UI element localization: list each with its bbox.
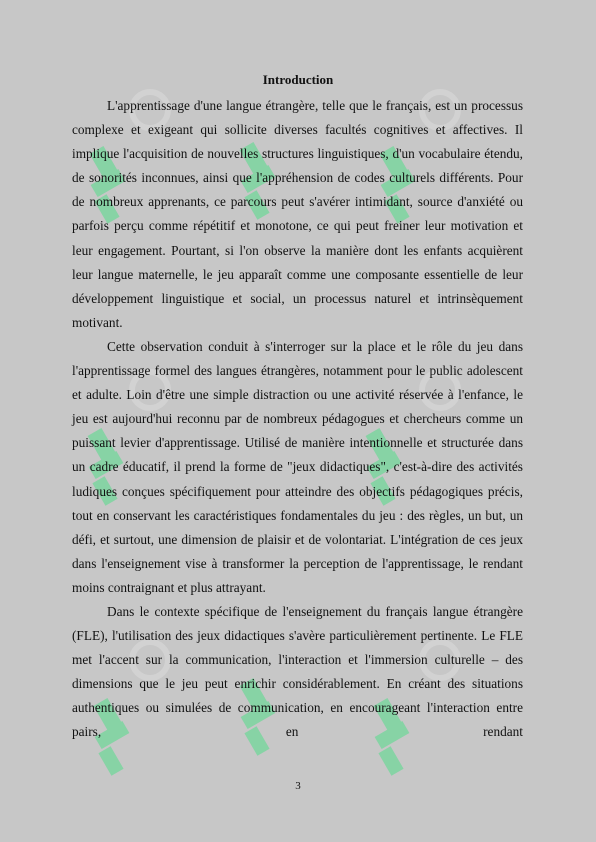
page-number: 3 xyxy=(295,780,301,792)
section-title: Introduction xyxy=(262,72,334,87)
paragraph-3: Dans le contexte spécifique de l'enseignement du français langue étrangère (FLE), l'utilisation des jeux didactiques s'avère particulièrement pertinente. Le FLE met l'accent sur la communication, l'interaction et l'immersion culturelle – des dimensions que le jeu peut enrichir considérablement. En créant des situations authentiques ou simulées de communication, en encourageant l'interaction entre pairs, en rendant xyxy=(72,603,523,740)
paragraph-2: Cette observation conduit à s'interroger sur la place et le rôle du jeu dans l'apprentissage formel des langues étrangères, notamment pour le public adolescent et adulte. Loin d'être une simple distraction ou une activité réservée à l'enfance, le jeu est aujourd'hui reconnu par de nombreux pédagogues et chercheurs comme un puissant levier d'apprentissage. Utilisé de manière intentionnelle et structurée dans un cadre éducatif, il prend la forme de "jeux didactiques", c'est-à-dire des activités ludiques conçues spécifiquement pour atteindre des objectifs pédagogiques précis, tout en conservant les caractéristiques fondamentales du jeu : des règles, un but, un défi, et surtout, une dimension de plaisir et de volontariat. L'intégration de ces jeux dans l'enseignement vise à transformer la perception de l'apprentissage, le rendant moins contraignant et plus attrayant. xyxy=(72,338,523,595)
document-body xyxy=(72,94,523,745)
paragraph-1: L'apprentissage d'une langue étrangère, telle que le français, est un processus complexe et exigeant qui sollicite diverses facultés cognitives et affectives. Il implique l'acquisition de nouvelles structures linguistiques, d'un vocabulaire étendu, de sonorités inconnues, ainsi que l'appréhension de codes culturels différents. Pour de nombreux apprenants, ce parcours peut s'avérer intimidant, source d'anxiété ou parfois perçu comme répétitif et monotone, ce qui peut freiner leur motivation et leur engagement. Pourtant, si l'on observe la manière dont les enfants acquièrent leur langue maternelle, le jeu apparaît comme une composante essentielle de leur développement linguistique et social, un processus naturel et intrinsèquement motivant. xyxy=(72,98,523,330)
